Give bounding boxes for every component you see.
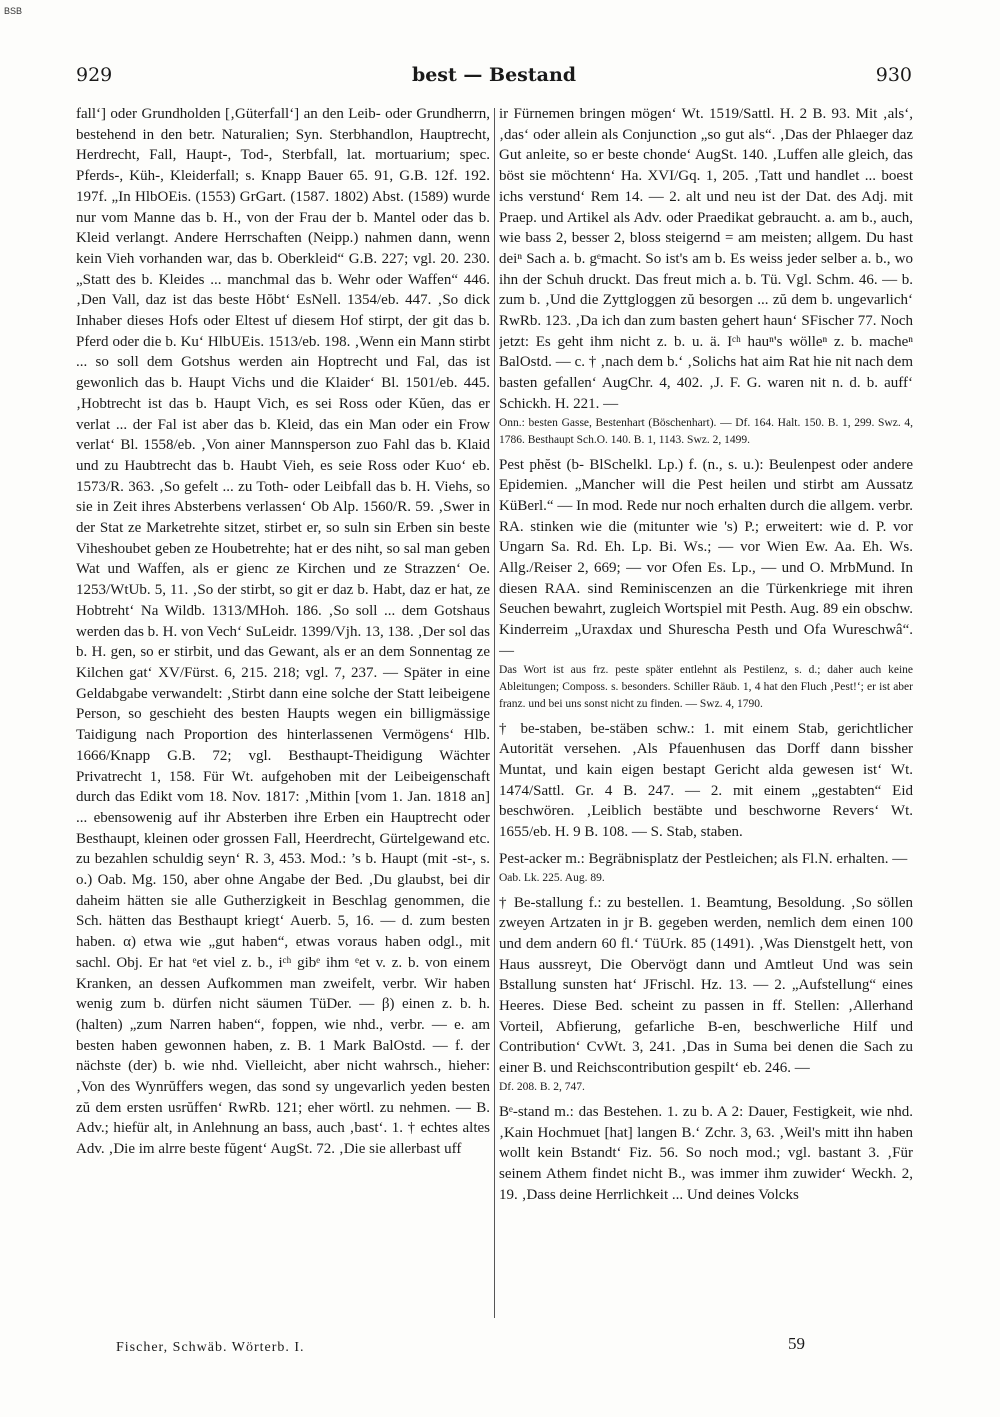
entry-pest-acker: Pest-acker m.: Begräbnisplatz der Pestleichen; als Fl.N. erhalten. —: [499, 850, 908, 867]
entry-bestaben: † be-staben, be-stäben schw.: 1. mit einem Stab, gerichtlicher Autorität versehen. ‚Als Pfauenhusen das Dorff dann bissher Muntat, und kain eigen bestapt Gericht alda gewesen ist‘ Wt. 1474/Sattl. Gr. 4 B. 247. — 2. mit einem „gestabten“ Eid beschwören. ‚Leiblich bestäbte und beschworne Revers‘ Wt. 1655/eb. H. 9 B. 108. — S. Stab, staben.: [499, 720, 913, 841]
entry-pest: Pest phĕst (b- BlSchelkl. Lp.) f. (n., s. u.): Beulenpest oder andere Epidemien. „Mancher will die Pest heilen und stirbt am Aussatz KüBerl.“ — In mod. Rede nur noch erhalten durch die allgem. verbr. RA. stinken wie die (mitunter wie 's) P.; erweitert: wie d. P. vor Ungarn Sa. Rd. Eh. Lp. Bi. Ws.; — vor Wien Ew. Aa. Eh. Ws. Allg./Reiser 2, 669; — vor Ofen Es. Lp., — und O. MrbMund. In diesen RAA. sind Reminiscenzen an die Türkenkriege mit ihren Seuchen bewahrt, zugleich Wortspiel mit Pesth. Aug. 89 ein obschw. Kinderreim „Uraxdax und Shurescha Pesth und Ofa Wureschwâ“. —: [499, 456, 913, 659]
left-column: [76, 104, 490, 1332]
right-column: [499, 104, 913, 1332]
library-stamp: BSB: [4, 6, 23, 16]
entry-bestand: Bᵉ-stand m.: das Bestehen. 1. zu b. A 2: Dauer, Festigkeit, wie nhd. ‚Kain Hochmuet [hat] langen B.‘ Zchr. 3, 63. ‚Weil's mitt ihn haben wollt kein Bstandt‘ Fiz. 56. So noch mod.; vgl. bastant 3. ‚Für seinem Athem findet nicht B., was immer ihm zuwider‘ Weckh. 2, 19. ‚Dass deine Herrlichkeit ... Und deines Volcks: [499, 1103, 913, 1203]
page-number-right: 930: [875, 64, 912, 86]
entry-bestallung-references: Df. 208. B. 2, 747.: [499, 1080, 585, 1093]
entry-pest-acker-references: Oab. Lk. 225. Aug. 89.: [499, 871, 605, 884]
footer-source: Fischer, Schwäb. Wörterb. I.: [116, 1340, 305, 1355]
left-column-text: fall‘] oder Grundholden [‚Güterfall‘] an den Leib- oder Grundherrn, bestehend in den betr. Naturalien; Syn. Sterbhandlon, Hauptrecht, Herdrecht, Fall, Haupt-, Tod-, Sterbfall, lat. mortuarium; spec. Pferds-, Küh-, Kleiderfall; s. Knapp Bauer 65. 91, G.B. 12f. 192. 197f. „In HlbOEis. (1553) GrGart. (1587. 1802) Abst. (1589) wurde nur vom Manne das b. H., von der Frau der b. Mantel oder das b. Kleid verlangt. Andere Herrschaften (Neipp.) nahmen dann, wenn kein Vieh vorhanden war, das b. Oberkleid“ G.B. 227; vgl. 20. 230. „Statt des b. Kleides ... manchmal das b. Wehr oder Waffen“ 446. ‚Den Vall, daz ist das beste Hŏbt‘ EsNell. 1354/eb. 447. ‚So dick Inhaber dieses Hofs oder Eltest uf diesem Hof stirpt, der git das b. Pferd oder die b. Ku‘ HlbUEis. 1513/eb. 198. ‚Wenn ein Mann stirbt ... so soll dem Gotshus werden ain Hoptrecht und Fal, das ist gewonlich das b. Haupt Vichs und die Klaider‘ Bl. 1501/eb. 445. ‚Hobtrecht ist das b. Haupt Vich, es sei Ross oder Kŭen, das er verlat ... der Fal ist aber das b. Kleid, das ein Man oder ein Frow verlat‘ Bl. 1558/eb. ‚Von ainer Mannsperson zuo Fahl das b. Klaid und zu Haubtrecht das b. Haubt Vieh, es seie Ross oder Kuo‘ eb. 1573/R. 363. ‚So gefelt ... zu Toth- oder Leibfall das b. H. Viehs, so sie in Zeit ihres Absterbens verlassen‘ Ob Alp. 1560/R. 59. ‚Swer in der Stat ze Marketrehte sitzet, stirbet er, so suln sin Erben sin beste Viheshoubet geben ze Houbetrehte; hat er des niht, so sal man geben Wat und Waffen, als er gienc ze Kirchen und ze Strazzen‘ Oe. 1253/WtUb. 5, 11. ‚So der stirbt, so git er daz b. Habt, daz er hat, ze Hobtreht‘ Na Wildb. 1313/MHoh. 186. ‚So soll ... dem Gotshaus werden das b. H. von Vech‘ SuLeidr. 1399/Vjh. 13, 138. ‚Der sol das b. H. gen, so er stirbit, und das Gewant, als er an dem Sonnentag ze Kilchen gat‘ XV/Fürst. 6, 215. 218; vgl. 7, 237. — Später in eine Geldabgabe verwandelt: ‚Stirbt dann eine solche der Statt leibeigene Person, so geschieht des besten Haupts wegen ein billigmässige Taidigung nach Proportion des hinterlassenen Vermögens‘ Hlb. 1666/Knapp G.B. 72; vgl. Besthaupt-Theidigung Wächter Privatrecht 1, 158. Für Wt. aufgehoben mit der Leibeigenschaft durch das Edikt vom 18. Nov. 1817: ‚Mithin [vom 1. Jan. 1818 an] ... ebensowenig auf ihr Absterben ihre Erben ein Hauptrecht oder Besthaupt, kleinen oder grossen Fall, Heerdrecht, Gürtelgewand etc. zu bezahlen schuldig seyn‘ R. 3, 453. Mod.: ’s b. Haupt (mit -st-, s. o.) Oab. Mg. 150, aber ohne Angabe der Bed. ‚Du glaubst, bei dir daheim hätten sie alle Gutherzigkeit in Beschlag genommen, die Sch. hätten das Besthaupt kriegt‘ Auerb. 5, 16. — d. zum besten haben. α) etwa wie „gut haben“, etwas voraus haben odgl., mit sachl. Obj. Er hat ᵉet viel z. b., iᶜʰ gibᵉ ihm ᵉet v. z. b. von einem Kranken, an dessen Aufkommen man zweifelt, verbr. Wir haben wenig zum b. dürfen nicht säumen TüDer. — β) einen z. b. h. (halten) „zum Narren haben“, foppen, wie nhd., verbr. — e. am besten haben gewonnen haben, z. B. 1 Mark BalOstd. — f. der nächste (der) b. wie nhd. Vielleicht, aber nicht wahrsch., hieher: ‚Von des Wynrŭffers wegen, das sond sy ungevarlich yeden besten zŭ dem ersten usrŭffen‘ RwRb. 121; eher wörtl. zu nehmen. — B. Adv.; hiefür alt, in Anlehnung an bass, auch ‚bast‘. 1. † echtes altes Adv. ‚Die im alrre beste fŭgent‘ AugSt. 72. ‚Die sie allerbast uff: [76, 106, 490, 1158]
entry-best-references: Onn.: besten Gasse, Bestenhart (Böschenhart). — Df. 164. Halt. 150. B. 1, 299. Swz. 4, 1786. Besthaupt Sch.O. 140. B. 1, 1143. Swz. 2, 1499.: [499, 416, 913, 446]
sheet-number: 59: [788, 1334, 805, 1353]
entry-bestallung: † Be-stallung f.: zu bestellen. 1. Beamtung, Besoldung. ‚So söllen zweyen Artzaten in jr B. gegeben werden, nemlich dem einen 100 und dem andern 60 fl.‘ TüUrk. 85 (1491). ‚Was Dienstgelt hett, von Haus aussreyt, Die Obervögt dann und Amtleut Und was sein Bstallung sunsten hat‘ JFrischl. Hz. 13. — 2. „Aufstellung“ eines Heeres. Diese Bed. scheint zu passen in ff. Stellen: ‚Allerhand Vorteil, Abfierung, gefarliche B-en, beschwerliche Hilf und Contribution‘ CvWt. 3, 241. ‚Das in Suma bei denen die Sach zu einer B. und Reichscontribution gespilt‘ eb. 246. —: [499, 894, 913, 1077]
page-header: [76, 64, 912, 90]
entry-pest-note: Das Wort ist aus frz. peste später entlehnt als Pestilenz, s. d.; daher auch keine Ableitungen; Composs. s. besonders. Schiller Räub. 1, 4 hat den Fluch ‚Pest!‘; er ist aber franz. und bei uns sonst nicht zu finden. — Swz. 4, 1790.: [499, 663, 913, 710]
entry-best-continuation: ir Fürnemen bringen mögen‘ Wt. 1519/Sattl. H. 2 B. 93. Mit ‚als‘, ‚das‘ oder allein als Conjunction „so gut als“. ‚Das der Phlaeger daz Gut anleite, so er beste chonde‘ AugSt. 140. ‚Luffen alle gleich, das böst sie möchtenn‘ Ha. XVI/Gq. 1, 205. ‚Tatt und handlet ... boest ichs verstund‘ Rem 14. — 2. alt und neu ist der Dat. des Adj. mit Praep. und Artikel als Adv. oder Praedikat gebraucht. a. am b., auch, wie bass 2, besser 2, bloss steigernd = am meisten; allgem. Du hast deiⁿ Sach a. b. gᵉmacht. So ist's am b. Es weiss jeder selber a. b., wo ihn der Schuh druckt. Das freut mich a. b. Tü. Vgl. Schm. 46. — b. zum b. ‚Und die Zyttgloggen zŭ besorgen ... zŭ dem b. ungevarlich‘ RwRb. 123. ‚Da ich dan zum basten gehert haun‘ SFischer 77. Noch jetzt: Es geht ihm nicht z. b. u. ä. Iᶜʰ hauⁿ's wölleⁿ z. b. macheⁿ BalOstd. — c. † ‚nach dem b.‘ ‚Solichs hat aim Rat hie nit nach dem basten gefallen‘ AugChr. 4, 402. ‚J. F. G. waren nit n. d. b. auff‘ Schickh. H. 221. —: [499, 106, 913, 412]
column-divider: [494, 108, 495, 1318]
running-head: best — Bestand: [411, 64, 577, 86]
page-number-left: 929: [76, 64, 113, 86]
